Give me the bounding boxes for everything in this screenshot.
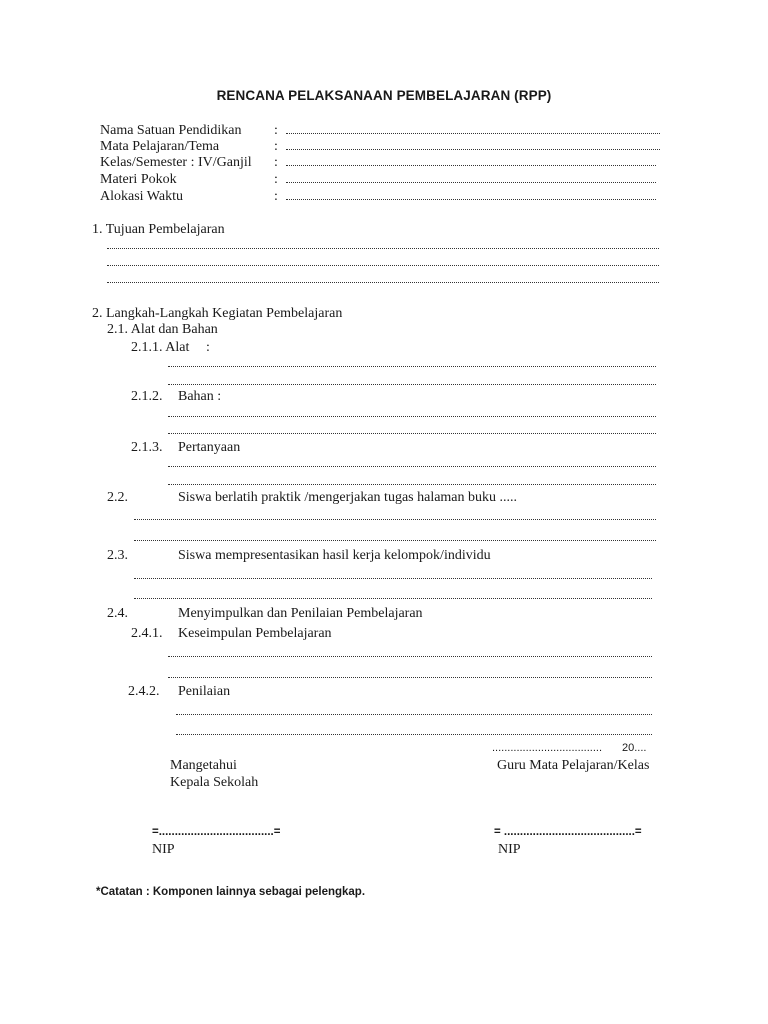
- fill-line: [286, 149, 660, 150]
- fill-line: [134, 598, 652, 599]
- fill-line: [168, 677, 652, 678]
- label-school: Nama Satuan Pendidikan: [100, 123, 242, 138]
- section-number: 2.4.1.: [131, 626, 163, 641]
- fill-line: [168, 656, 652, 657]
- section-number: 2.4.2.: [128, 684, 160, 699]
- fill-line: [168, 366, 656, 367]
- fill-line: [168, 433, 656, 434]
- fill-line: [107, 248, 659, 249]
- label-topic: Materi Pokok: [100, 172, 177, 187]
- fill-line: [134, 578, 652, 579]
- acknowledged-label: Mangetahui: [170, 758, 237, 773]
- section-2-4-1-heading: Keseimpulan Pembelajaran: [178, 626, 332, 641]
- fill-line: [134, 519, 656, 520]
- section-2-4-2-heading: Penilaian: [178, 684, 231, 699]
- section-2-heading: 2. Langkah-Langkah Kegiatan Pembelajaran: [92, 306, 343, 321]
- fill-line: [107, 282, 659, 283]
- teacher-name-blank: = .........................................=: [494, 826, 642, 838]
- section-2-1-2-heading: Bahan :: [178, 389, 222, 404]
- section-2-2-heading: Siswa berlatih praktik /mengerjakan tugas halaman buku .....: [178, 490, 518, 505]
- principal-name-blank: =....................................=: [152, 826, 281, 838]
- section-number: 2.1.2.: [131, 389, 163, 404]
- principal-label: Kepala Sekolah: [170, 775, 259, 790]
- colon: :: [274, 155, 278, 170]
- fill-line: [168, 384, 656, 385]
- colon: :: [274, 172, 278, 187]
- colon: :: [274, 123, 278, 138]
- section-2-1-heading: 2.1. Alat dan Bahan: [107, 322, 218, 337]
- section-2-1-1-heading: 2.1.1. Alat: [131, 340, 190, 355]
- section-number: 2.4.: [107, 606, 128, 621]
- section-number: 2.3.: [107, 548, 128, 563]
- fill-line: [168, 466, 656, 467]
- fill-line: [286, 165, 656, 166]
- colon: :: [206, 340, 210, 355]
- section-2-3-heading: Siswa mempresentasikan hasil kerja kelompok/individu: [178, 548, 491, 563]
- section-1-heading: 1. Tujuan Pembelajaran: [92, 222, 225, 237]
- teacher-label: Guru Mata Pelajaran/Kelas: [497, 758, 650, 773]
- date-dots: ....................................: [492, 742, 603, 754]
- footnote: *Catatan : Komponen lainnya sebagai pelengkap.: [96, 886, 366, 898]
- section-number: 2.1.3.: [131, 440, 163, 455]
- fill-line: [286, 199, 656, 200]
- fill-line: [286, 182, 656, 183]
- fill-line: [176, 714, 652, 715]
- fill-line: [168, 484, 656, 485]
- fill-line: [107, 265, 659, 266]
- colon: :: [274, 189, 278, 204]
- teacher-nip: NIP: [498, 842, 521, 857]
- section-2-1-3-heading: Pertanyaan: [178, 440, 241, 455]
- label-subject: Mata Pelajaran/Tema: [100, 139, 220, 154]
- date-year: 20....: [622, 742, 647, 754]
- fill-line: [134, 540, 656, 541]
- document-title: RENCANA PELAKSANAAN PEMBELAJARAN (RPP): [216, 88, 552, 103]
- principal-nip: NIP: [152, 842, 175, 857]
- colon: :: [274, 139, 278, 154]
- section-2-4-heading: Menyimpulkan dan Penilaian Pembelajaran: [178, 606, 423, 621]
- label-class: Kelas/Semester : IV/Ganjil: [100, 155, 252, 170]
- label-time: Alokasi Waktu: [100, 189, 183, 204]
- fill-line: [176, 734, 652, 735]
- fill-line: [168, 416, 656, 417]
- section-number: 2.2.: [107, 490, 128, 505]
- fill-line: [286, 133, 660, 134]
